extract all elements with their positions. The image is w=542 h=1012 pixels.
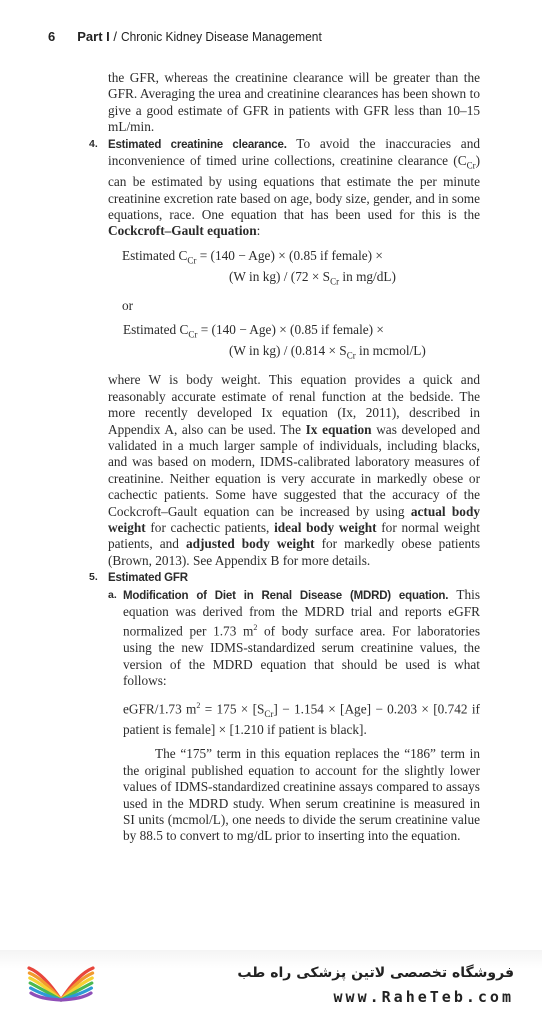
shop-url: www.RaheTeb.com bbox=[333, 988, 514, 1006]
eq-text: in mg/dL) bbox=[339, 268, 396, 284]
eq-text: Estimated C bbox=[122, 247, 188, 263]
text-run: ) can be estimated by using equations that estimate the per minute creatinine excretion rate based on age, body size, gender, and in some equations, race. One equation that has been used for this is the bbox=[108, 153, 480, 222]
subscript: Cr bbox=[188, 329, 198, 340]
text-run: This equation was derived from the MDRD trial and reports eGFR normalized per 1.73 m bbox=[123, 586, 480, 639]
header-separator: / bbox=[109, 29, 121, 44]
list-item-4 bbox=[89, 135, 481, 570]
eq-text: (W in kg) / (0.814 × S bbox=[229, 343, 347, 359]
main-text bbox=[89, 70, 481, 845]
idms-paragraph: The “175” term in this equation replaces the “186” term in the original published equation to account for the slightly lower values of IDMS-standardized creatinine assays compared to assays used in the MDRD study. When serum creatinine is measured in SI units (mcmol/L), one needs to divide the serum creatinine value by 88.5 to convert to mg/dL prior to inserting into the equation. bbox=[123, 746, 480, 844]
list-item-5a bbox=[108, 586, 481, 845]
text-run: : bbox=[256, 223, 261, 239]
shop-name: فروشگاه تخصصی لاتین پزشکی راه طب bbox=[237, 965, 514, 981]
intro-paragraph: the GFR, whereas the creatinine clearance will be greater than the GFR. Averaging the urea and creatinine clearances has been shown to give a good estimate of GFR in patients with GFR less than 10–15 mL/min. bbox=[108, 70, 480, 135]
item-heading: Modification of Diet in Renal Disease (MDRD) equation. bbox=[123, 589, 449, 602]
list-item-5 bbox=[89, 569, 481, 845]
list-marker: a. bbox=[108, 588, 117, 601]
eq-text: ] − 1.154 × [Age] − 0.203 × [0.742 if patient is female] × [1.210 if patient is black]. bbox=[123, 700, 480, 737]
running-header bbox=[48, 29, 339, 44]
eq-text: Estimated C bbox=[123, 322, 189, 338]
text-run: for cachectic patients, bbox=[145, 520, 275, 536]
text-run: To avoid the inaccuracies and inconvenience of timed urine collections, creatinine clearance (C bbox=[108, 135, 480, 169]
subscript: Cr bbox=[330, 276, 340, 287]
text-run: where W is body weight. This equation provides a quick and reasonably accurate estimate of renal function at the bedside. The more recently developed Ix equation (Ix, 2011), described in Appendix A, also can be used. The bbox=[108, 372, 480, 437]
mdrd-paragraph bbox=[123, 587, 480, 690]
eq-text: in mcmol/L) bbox=[355, 343, 426, 359]
eq-text: = 175 × [S bbox=[200, 700, 265, 716]
cockcroft-gault-equation-mcmol bbox=[123, 322, 480, 364]
page-number: 6 bbox=[48, 29, 56, 44]
bold-term: actual body weight bbox=[108, 503, 480, 536]
text-run: for markedly obese patients (Brown, 2013). See Appendix B for more details. bbox=[108, 536, 481, 568]
subscript: Cr bbox=[187, 255, 197, 266]
item-4-paragraph bbox=[108, 136, 480, 240]
superscript: 2 bbox=[253, 623, 258, 633]
bold-term: ideal body weight bbox=[274, 520, 377, 536]
part-label: Part I bbox=[77, 29, 110, 44]
bold-term: adjusted body weight bbox=[185, 536, 315, 552]
watermark-footer bbox=[0, 950, 542, 1012]
text-run: was developed and validated in a much larger sample of individuals, including blacks, and was based on modern, IDMS-calibrated laboratory measures of creatinine. Neither equation is very accurate in markedly obese or cachectic patients. Some have suggested that the accuracy of the Cockcroft–Gault equation can be increased by using bbox=[108, 421, 480, 519]
item-heading: Estimated GFR bbox=[108, 572, 188, 585]
bold-term: Cockcroft–Gault equation bbox=[108, 223, 257, 239]
subscript: Cr bbox=[346, 350, 356, 361]
or-connector: or bbox=[122, 297, 134, 313]
list-marker: 5. bbox=[89, 571, 98, 584]
list-marker: 4. bbox=[89, 137, 98, 150]
text-run: of body surface area. For laboratories using the new IDMS-standardized serum creatinine values, the version of the MDRD equation that should be used is what follows: bbox=[123, 623, 481, 689]
subscript: Cr bbox=[466, 160, 476, 171]
eq-text: (W in kg) / (72 × S bbox=[229, 268, 331, 284]
weight-paragraph bbox=[108, 372, 480, 569]
eq-text: = (140 − Age) × (0.85 if female) × bbox=[197, 322, 384, 338]
superscript: 2 bbox=[196, 700, 201, 710]
subscript: Cr bbox=[264, 708, 274, 719]
chapter-title: Chronic Kidney Disease Management bbox=[120, 29, 322, 44]
item-heading: Estimated creatinine clearance. bbox=[108, 138, 287, 151]
cockcroft-gault-equation-mg bbox=[122, 248, 480, 290]
eq-text: eGFR/1.73 m bbox=[123, 700, 197, 716]
mdrd-equation bbox=[123, 698, 480, 739]
text-run: for normal weight patients, and bbox=[108, 520, 480, 552]
book-logo-icon bbox=[26, 960, 96, 1004]
eq-text: = (140 − Age) × (0.85 if female) × bbox=[196, 247, 383, 263]
bold-term: Ix equation bbox=[305, 421, 372, 437]
